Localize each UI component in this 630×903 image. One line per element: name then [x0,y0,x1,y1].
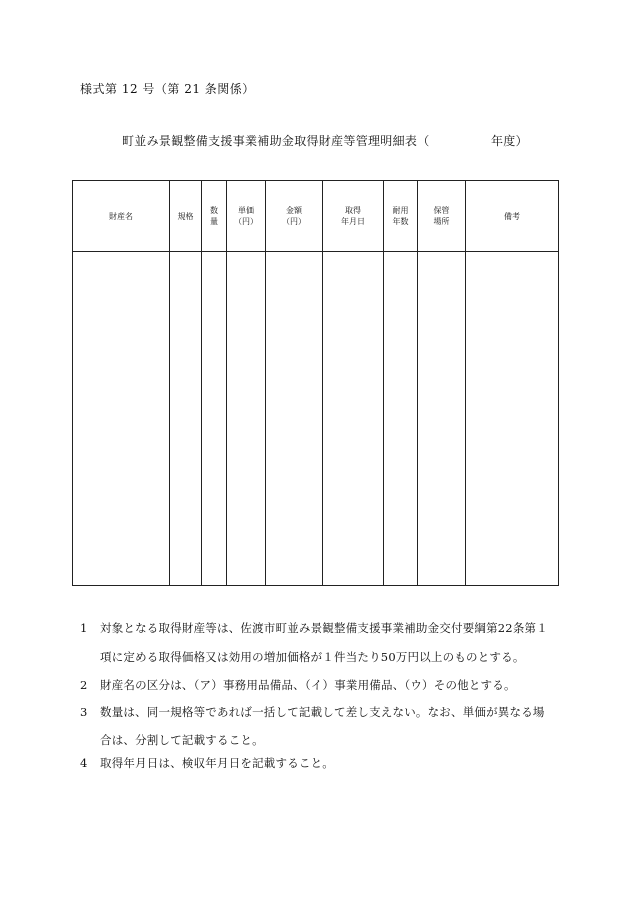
col-header-quantity: 数 量 [202,181,227,252]
note-3-line-1 [80,704,545,720]
note-text: 財産名の区分は、（ア）事務用品備品、（イ）事業用備品、（ウ）その他とする。 [100,678,516,692]
col-header-amount: 金額 （円） [266,181,323,252]
note-text: 項に定める取得価格又は効用の増加価格が１件当たり50万円以上のものとする。 [100,650,525,664]
col-header-unit-price: 単価 （円） [227,181,266,252]
note-text: 対象となる取得財産等は、佐渡市町並み景観整備支援事業補助金交付要綱第22条第１ [100,621,548,635]
note-2 [80,677,516,693]
cell-property-name[interactable] [73,252,170,586]
cell-unit-price[interactable] [227,252,266,586]
note-1-line-1 [80,620,548,636]
note-number: 3 [80,705,88,719]
cell-acquisition-date[interactable] [323,252,384,586]
note-number: 2 [80,678,88,692]
col-header-storage-location: 保管 場所 [418,181,466,252]
cell-specification[interactable] [170,252,202,586]
note-4 [80,755,334,771]
note-3-line-2 [80,732,264,748]
note-number: 4 [80,756,88,770]
table-row [73,252,559,586]
note-1-line-2 [80,649,525,665]
note-text: 数量は、同一規格等であれば一括して記載して差し支えない。なお、単価が異なる場 [100,705,545,719]
cell-quantity[interactable] [202,252,227,586]
col-header-acquisition-date: 取得 年月日 [323,181,384,252]
property-ledger-table [72,180,559,586]
form-number: 様式第 12 号（第 21 条関係） [80,82,255,96]
note-number: 1 [80,621,88,635]
col-header-remarks: 備考 [466,181,559,252]
table-header-row [73,181,559,252]
note-text: 合は、分割して記載すること。 [100,733,264,747]
col-header-specification: 規格 [170,181,202,252]
cell-useful-life[interactable] [384,252,418,586]
cell-amount[interactable] [266,252,323,586]
col-header-useful-life: 耐用 年数 [384,181,418,252]
col-header-property-name: 財産名 [73,181,170,252]
note-text: 取得年月日は、検収年月日を記載すること。 [100,756,334,770]
cell-remarks[interactable] [466,252,559,586]
document-title: 町並み景観整備支援事業補助金取得財産等管理明細表（ 年度） [122,134,528,148]
cell-storage-location[interactable] [418,252,466,586]
